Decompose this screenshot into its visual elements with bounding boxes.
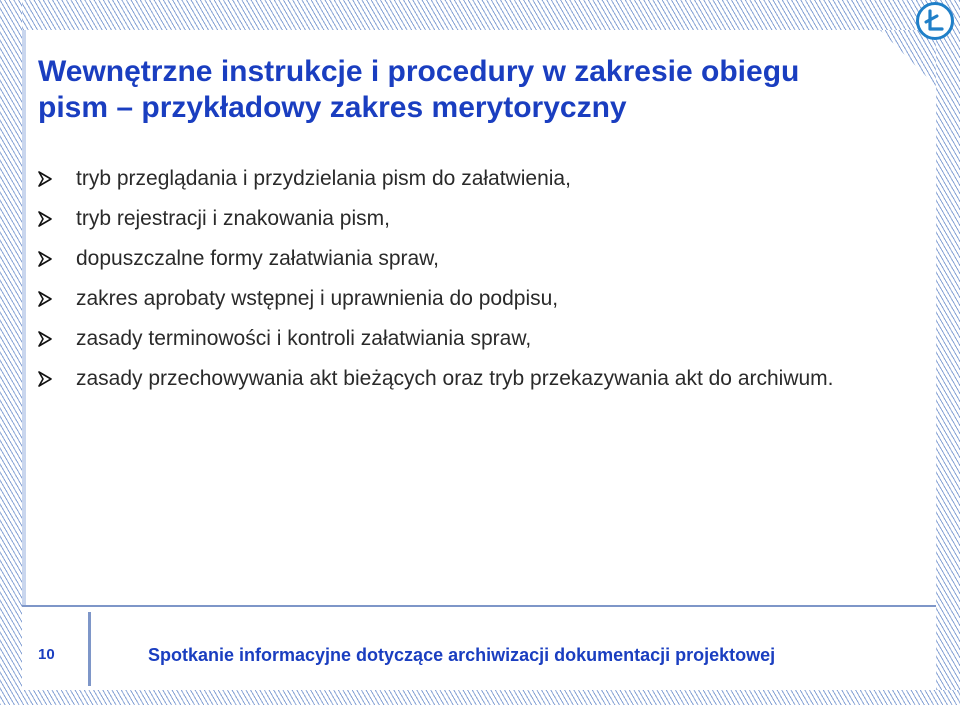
frame-bottom	[0, 690, 960, 705]
bullet-item	[38, 166, 898, 191]
footer-text: Spotkanie informacyjne dotyczące archiwizacji dokumentacji projektowej	[148, 645, 776, 665]
bullet-text: zakres aprobaty wstępnej i uprawnienia do podpisu,	[76, 287, 559, 310]
bullet-text: dopuszczalne formy załatwiania spraw,	[76, 247, 440, 270]
arrowhead-bullet-icon	[38, 206, 76, 231]
arrowhead-bullet-icon	[38, 326, 76, 351]
bullet-list	[38, 166, 898, 406]
left-accent-strip	[22, 30, 26, 605]
arrowhead-bullet-icon	[38, 246, 76, 271]
bullet-item	[38, 286, 898, 311]
title-line-2: pism – przykładowy zakres merytoryczny	[38, 91, 627, 124]
bullet-item	[38, 246, 898, 271]
page-number: 10	[38, 646, 55, 663]
bullet-text: zasady przechowywania akt bieżących oraz tryb przekazywania akt do archiwum.	[76, 367, 834, 390]
bullet-item	[38, 206, 898, 231]
frame-right	[936, 0, 960, 705]
footer-divider	[88, 612, 91, 686]
frame-top	[0, 0, 960, 30]
slide-title	[38, 54, 898, 126]
arrowhead-bullet-icon	[38, 366, 76, 391]
bullet-text: tryb rejestracji i znakowania pism,	[76, 207, 390, 230]
university-logo-icon	[916, 2, 954, 40]
arrowhead-bullet-icon	[38, 286, 76, 311]
slide-content	[22, 30, 936, 690]
bullet-text: zasady terminowości i kontroli załatwiania spraw,	[76, 327, 532, 350]
footer-separator	[22, 605, 936, 607]
frame-left	[0, 0, 22, 705]
bullet-item	[38, 366, 898, 391]
bullet-item	[38, 326, 898, 351]
arrowhead-bullet-icon	[38, 166, 76, 191]
title-line-1: Wewnętrzne instrukcje i procedury w zakresie obiegu	[38, 55, 800, 88]
bullet-text: tryb przeglądania i przydzielania pism do załatwienia,	[76, 167, 571, 190]
